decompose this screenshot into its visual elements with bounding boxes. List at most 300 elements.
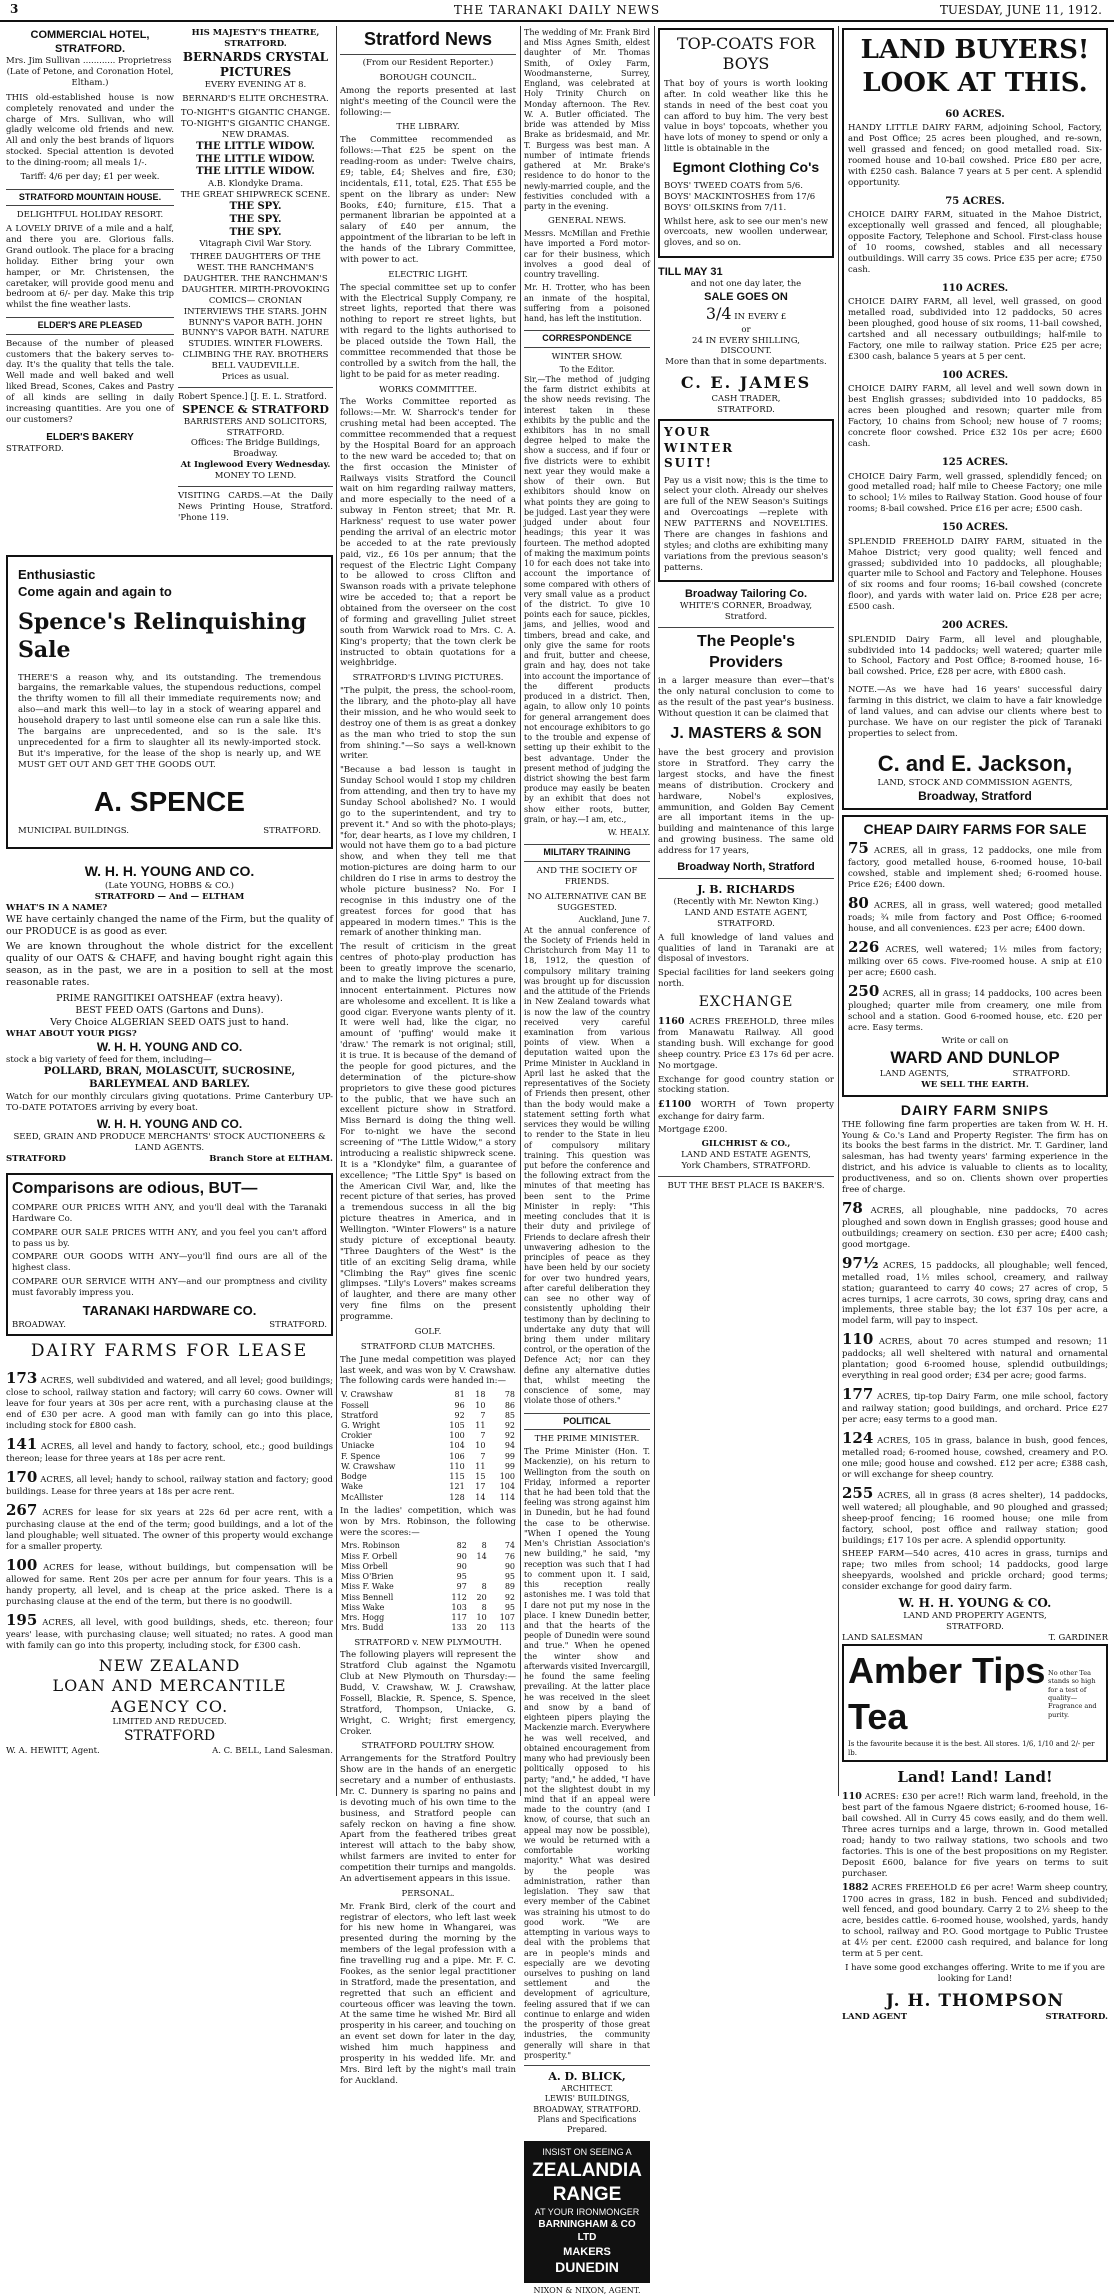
land-acres: 110 bbox=[842, 1791, 862, 1803]
hotel-owner: Mrs. Jim Sullivan ............ Proprietress bbox=[6, 56, 172, 67]
snip-text: ACRES, 15 paddocks, all ploughable; well fenced, metalled road, 1½ miles school, creamery, and railway station; guaranteed to carry 40 cows; 27 acres of crop, 5 acres turnips, 1 acre carrots, 30 cows, spring dray, cans and implements, three stable bay; the lot £37 10s per acre, a model farm, will pay to inspect. bbox=[842, 1260, 1109, 1327]
snip-item bbox=[842, 1484, 1108, 1547]
young-stock: stock a big variety of feed for them, including— bbox=[6, 1055, 212, 1066]
score-cell: 86 bbox=[504, 1400, 515, 1410]
richards-role: LAND AND ESTATE AGENT, bbox=[684, 907, 808, 918]
film-title: THE LITTLE WIDOW. bbox=[196, 153, 315, 165]
spence-bldg: MUNICIPAL BUILDINGS. bbox=[18, 826, 129, 837]
richards-sub: (Recently with Mr. Newton King.) bbox=[673, 897, 819, 908]
player-name: V. Crawshaw bbox=[341, 1390, 393, 1400]
gilchrist-name: GILCHRIST & CO., bbox=[701, 1139, 791, 1150]
exchange-text: Mortgage £200. bbox=[658, 1125, 728, 1136]
film-title: THE LITTLE WIDOW. bbox=[196, 140, 315, 152]
lease-limited: LIMITED AND REDUCED. bbox=[112, 1717, 227, 1728]
news-heading: AND THE SOCIETY OF FRIENDS. bbox=[536, 865, 638, 887]
player-name: Miss Wake bbox=[341, 1602, 385, 1612]
gilchrist-role: LAND AND ESTATE AGENTS, bbox=[681, 1150, 811, 1161]
jackson-addr: Broadway, Stratford bbox=[918, 788, 1032, 803]
young-algerian: Very Choice ALGERIAN SEED OATS just to hand. bbox=[50, 1016, 289, 1028]
golf-row bbox=[340, 1452, 516, 1462]
score-cell: 104 bbox=[499, 1482, 515, 1492]
cheap-list bbox=[848, 839, 1102, 1034]
score-cell: 121 bbox=[449, 1482, 465, 1492]
hardware-left: BROADWAY. bbox=[12, 1319, 66, 1330]
hotel-body: THIS old-established house is now completely renovated and under the charge of Mrs. Sullivan, who will gladly welcome old friends and new. All and only the best brands of liquors stocked. Special attention is devoted to the dining-room; all meals 1/-. bbox=[6, 92, 174, 169]
news-heading: GOLF. bbox=[414, 1326, 442, 1337]
lease-item bbox=[6, 1468, 333, 1498]
lease-text: ACRES, well subdivided and watered, and all level; good buildings; close to school, railway station and factory; will carry 60 cows. Owner will leave for four years at 30s per acre rent, with a purchasing clause at the end of £30 per acre. A good man with family can go into this place, including stock for £800 cash. bbox=[6, 1376, 334, 1432]
score-cell: 97 bbox=[456, 1582, 467, 1592]
farm-acres: 110 ACRES. bbox=[941, 282, 1009, 294]
james-cash: CASH TRADER, bbox=[711, 393, 781, 404]
exchange-title: EXCHANGE bbox=[698, 994, 794, 1011]
land-text: ACRES FREEHOLD £6 per acre! Warm sheep country, 1700 acres in grass, 182 in bush. Fenced and subdivided; well fenced, and good boundary. Carry 2 to 2½ sheep to the acre, besides cattle. 6-roomed house, woolshed, yards, handy to school, railway and P.O. Good mortgage to Public Trustee at 4½ per cent. £2000 cash required, and balance for long term at 5 per cent. bbox=[842, 1883, 1109, 1959]
prices: Prices as usual. bbox=[221, 371, 290, 382]
score-cell: 128 bbox=[449, 1492, 465, 1502]
tailor-addr: WHITE'S CORNER, Broadway, Stratford. bbox=[679, 601, 813, 623]
young-seed-grain: SEED, GRAIN AND PRODUCE MERCHANTS' STOCK AUCTIONEERS & LAND AGENTS. bbox=[13, 1131, 326, 1153]
lease-acres: 170 bbox=[6, 1467, 38, 1486]
lease-acres: 141 bbox=[6, 1434, 38, 1453]
news-para: Among the reports presented at last night's meeting of the Council were the following:— bbox=[340, 85, 516, 118]
hardware-line: COMPARE OUR SALE PRICES WITH ANY, and you feel you can't afford to pass us by. bbox=[12, 1227, 327, 1249]
news-para: At the annual conference of the Society of Friends held in Christchurch from May 11 to 18, 1912, the question of compulsory military training was brought up for discussion and the attitude of the Friends in New Zealand towards what is now the law of the country received very careful examination from various points of view. When a deputation waited upon the Prime Minister in Auckland in April last he asked that the representatives of the Society of Friends then present, other than the body would make a statement setting forth what services they would be willing to render to the State in lieu of compulsory military training. This question was put before the conference and the following extract from the minutes of that meeting has been sent to the Prime Minister in reply: "This meeting concludes that it is their duty and privilege of Friends to declare afresh their unwavering adhesion to the principles of peace as they have been held by our society for over two hundred years, after careful deliberation they can see no other way of consistently upholding their testimony than by declining to undertake any duty that will bring them under military control, or the operation of the Defence Act; nor can they define any alternative duties that, whilst meeting the conscience of some, may violate those of others." bbox=[524, 925, 650, 1406]
sale-till: TILL MAY 31 bbox=[658, 266, 723, 279]
sale-ad bbox=[658, 263, 834, 419]
score-cell: 89 bbox=[504, 1582, 515, 1592]
snips-intro: THE following fine farm properties are taken from W. H. H. Young & Co.'s Land and Property Register. The firm has on its books the best farms in the district. Mr. T. Gardiner, land salesman, has had twenty years' farming experience in the district, and his advice is valuable to clients as to locality, productiveness, and so on. Clients shown over properties free of charge. bbox=[842, 1119, 1108, 1195]
score-cell bbox=[468, 1572, 488, 1582]
young-body2: We are known throughout the whole district for the excellent quality of our OATS & CHAFF, and having bought right again this season, as in the past, we are in a position to sell at the most reasonable rates. bbox=[6, 940, 333, 989]
snip-acres: 255 bbox=[842, 1483, 874, 1502]
jackson-name: C. and E. Jackson, bbox=[877, 750, 1073, 776]
farm-acres: 125 ACRES. bbox=[941, 456, 1009, 468]
score-cell: 14 bbox=[475, 1492, 486, 1502]
score-cell: 105 bbox=[449, 1420, 465, 1430]
farm-acres: 60 ACRES. bbox=[945, 108, 1005, 120]
cheap-text: ACRES, all in grass; 14 paddocks, 100 acres been ploughed; quarter mile from creamery, one mile from school and a station. Good 6-roomed house, etc. £20 per acre. Easy terms. bbox=[848, 988, 1103, 1033]
score-cell: 95 bbox=[456, 1572, 467, 1582]
elder-title: ELDER'S ARE PLEASED bbox=[6, 317, 174, 335]
young-body1: WE have certainly changed the name of the Firm, but the quality of our PRODUCE is as good as ever. bbox=[6, 913, 333, 937]
news-para: Mr. H. Trotter, who has been an inmate of the hospital, suffering from a poisoned hand, has left the institution. bbox=[524, 283, 650, 323]
news-heading: WINTER SHOW. bbox=[551, 351, 623, 362]
film-title: THE SPY. bbox=[229, 226, 282, 238]
hardware-line: COMPARE OUR GOODS WITH ANY—you'll find ours are all of the highest class. bbox=[12, 1252, 327, 1274]
hardware-line: COMPARE OUR PRICES WITH ANY, and you'll deal with the Taranaki Hardware Co. bbox=[12, 1202, 327, 1224]
land-buyers-note: NOTE.—As we have had 16 years' successful dairy farming in this district, we claim to have a fair knowledge of land values, and can advise our clients where best to purchase. We have on our register the pick of Taranaki properties to select from. bbox=[848, 685, 1102, 739]
sale-goes-on: SALE GOES ON bbox=[704, 291, 788, 304]
cheap-acres: 226 bbox=[848, 937, 880, 956]
richards-town: STRATFORD. bbox=[717, 918, 775, 929]
score-cell: 103 bbox=[451, 1602, 467, 1612]
snip-text: ACRES, all in grass (8 acres shelter), 14 paddocks, well watered; all ploughable, and 90 ploughed and grassed; sheep-proof fencing; 16 roomed house; one mile from factory, school, post office and railway station; good buildings; £17 10s per acre. A splendid opportunity. bbox=[842, 1490, 1109, 1546]
cheap-acres: 75 bbox=[848, 838, 869, 857]
player-name: Fossell bbox=[341, 1400, 369, 1410]
coat-price: BOYS' MACKINTOSHES from 17/6 bbox=[664, 191, 816, 202]
player-name: Miss Bennell bbox=[341, 1592, 394, 1602]
nixon-agent: NIXON & NIXON, AGENT. bbox=[533, 2285, 641, 2295]
zea-line: DUNEDIN bbox=[555, 2258, 619, 2275]
news-heading: STRATFORD CLUB MATCHES. bbox=[360, 1341, 496, 1352]
coat-price: BOYS' TWEED COATS from 5/6. bbox=[664, 180, 803, 191]
player-name: Miss F. Wake bbox=[341, 1582, 394, 1592]
column-rule bbox=[336, 26, 337, 1796]
golf-row bbox=[340, 1493, 516, 1503]
column-ads-middle bbox=[658, 28, 834, 1793]
thompson-role: LAND AGENT bbox=[842, 2012, 908, 2023]
snip-acres: 97½ bbox=[842, 1253, 879, 1272]
issue-date: TUESDAY, JUNE 11, 1912. bbox=[939, 3, 1102, 17]
farm-text: CHOICE DAIRY FARM, all level, well grassed, on good metalled road, subdivided into 12 paddocks, 50 acres been ploughed, good house of six rooms, 11-bail cowshed, cartshed and all necessary outbuildings; half-mile to Factory, one mile to railway station. Price £25 per acre; £300 cash, balance 5 years at 5 per cent. bbox=[848, 297, 1102, 362]
film-title: THE SPY. bbox=[229, 200, 282, 212]
score-cell: 90 bbox=[456, 1561, 467, 1571]
new-dramas: NEW DRAMAS. bbox=[221, 129, 290, 140]
to-editor: To the Editor. bbox=[559, 364, 615, 374]
thompson-town: STRATFORD. bbox=[1045, 2012, 1108, 2023]
player-name: Miss O'Brien bbox=[341, 1572, 394, 1582]
score-cell: 104 bbox=[449, 1441, 465, 1451]
column-land-ads bbox=[842, 28, 1109, 2023]
richards-special: Special facilities for land seekers going north. bbox=[658, 968, 834, 990]
golf-row bbox=[340, 1482, 516, 1492]
golf-row bbox=[340, 1411, 516, 1421]
score-cell: 100 bbox=[499, 1472, 515, 1482]
player-name: G. Wright bbox=[341, 1420, 380, 1430]
lease-ad bbox=[6, 1341, 333, 1756]
young-feeds: POLLARD, BRAN, MOLASCUIT, SUCROSINE, BARLEYMEAL AND BARLEY. bbox=[43, 1066, 296, 1090]
cheap-item bbox=[848, 982, 1102, 1034]
ladies-row bbox=[340, 1572, 516, 1582]
score-cell: 76 bbox=[504, 1551, 515, 1561]
news-heading: GENERAL NEWS. bbox=[547, 216, 627, 227]
young-town: STRATFORD. bbox=[946, 1622, 1004, 1633]
cheap-acres: 250 bbox=[848, 981, 880, 1000]
snip-acres: 177 bbox=[842, 1385, 874, 1403]
ward-role: LAND AGENTS, bbox=[879, 1069, 949, 1080]
blick-name: A. D. BLICK, bbox=[548, 2070, 626, 2084]
farm-listing bbox=[848, 283, 1102, 363]
snip-text: ACRES, tip-top Dairy Farm, one mile school, factory and railway station; good buildings, and orchard. Price £27 per acre; easy terms to a good man. bbox=[842, 1392, 1108, 1426]
film-list: THREE DAUGHTERS OF THE WEST. THE RANCHMAN'S DAUGHTER. THE RANCHMAN'S DAUGHTER. MIRTH-PROVOKING COMICS— CRONIAN INTERVIEWS THE STARS. JOHN BUNNY'S VAPOR BATH. JOHN BUNNY'S VAPOR BATH. NATURE STUDIES. WINTER FLOWERS. CLIMBING THE RAY. BROTHERS BELL VAUDEVILLE. bbox=[181, 252, 330, 371]
cheap-item bbox=[848, 938, 1102, 979]
news-heading: STRATFORD'S LIVING PICTURES. bbox=[352, 673, 504, 684]
hardware-right: STRATFORD. bbox=[269, 1319, 327, 1330]
score-cell: 95 bbox=[504, 1602, 515, 1612]
ladies-row bbox=[340, 1562, 516, 1572]
cheap-acres: 80 bbox=[848, 893, 869, 912]
cheap-text: ACRES, all in grass, well watered; good metalled roads; ¾ mile from factory and Post Office; 6-roomed house, and all conveniences. £23 per acre; £400 down. bbox=[848, 900, 1103, 934]
score-cell: 8 bbox=[481, 1541, 487, 1551]
news-heading: THE PRIME MINISTER. bbox=[534, 1434, 640, 1445]
snip-item bbox=[842, 1199, 1108, 1251]
ward-sell: WE SELL THE EARTH. bbox=[921, 1079, 1029, 1090]
land-buyers-ad bbox=[842, 28, 1108, 810]
lease-list bbox=[6, 1369, 333, 1651]
cheap-title: CHEAP DAIRY FARMS FOR SALE bbox=[863, 821, 1087, 837]
score-cell: 90 bbox=[456, 1551, 467, 1561]
thompson-name: J. H. THOMPSON bbox=[885, 1990, 1065, 2011]
coat-price: BOYS' OILSKINS from 7/11. bbox=[664, 202, 787, 213]
score-cell: 133 bbox=[451, 1623, 467, 1633]
score-cell: 10 bbox=[475, 1441, 486, 1451]
topcoats-body2: Whilst here, ask to see our men's new overcoats, new woollen underwear, gloves, and so on. bbox=[664, 216, 828, 249]
land-acres: 1882 bbox=[842, 1882, 869, 1894]
cheap-item bbox=[848, 894, 1102, 935]
land-text: ACRES: £30 per acre!! Rich warm land, freehold, in the best part of the famous Ngaere district; 6-roomed house, 16-bail cowshed. All in Curry 45 cows easily, and do them well. Three acres turnips and a large, thrown in. Good metalled road; handy to two railway stations, two schools and two factories. This is one of the best propositions on my Register. Deposit £600, balance for five years on terms to suit purchaser. bbox=[842, 1792, 1108, 1879]
score-cell: 117 bbox=[451, 1613, 467, 1623]
score-cell: 7 bbox=[480, 1410, 486, 1420]
news-para: The wedding of Mr. Frank Bird and Miss Agnes Smith, eldest daughter of Mr. Thomas Smith, of Oxley Farm, Woodmansterne, Surrey, England, was celebrated at Holy Trinity Church on Monday afternoon. The Rev. W. A. Butler officiated. The bride was attended by Miss Brake as bridesmaid, and Mr. T. Burgess was best man. A number of intimate friends gathered at Mr. Brake's residence to do honor to the newly-married couple, and the festivities concluded with a party in the evening. bbox=[524, 28, 650, 211]
farm-listing bbox=[848, 370, 1102, 450]
score-cell: 82 bbox=[456, 1541, 467, 1551]
player-name: Mrs. Hogg bbox=[341, 1613, 385, 1623]
score-cell: 92 bbox=[504, 1592, 515, 1602]
solicitor-money: MONEY TO LEND. bbox=[214, 471, 297, 482]
richards-name: J. B. RICHARDS bbox=[697, 882, 795, 896]
news-para: The Prime Minister (Hon. T. Mackenzie), on his return to Wellington from the south on Friday, informed a reporter that he had been told that the feeling was strong against him in Dunedin, but he had found the case to be otherwise. "When I opened the Young Men's Christian Association's new building," he said, "my reception was such that I had to comment upon it. I said, this reception really astonishes me. I was told that I dare not put my nose in the place. I knew Dunedin better, and that the hearts of the people of Dunedin were sound and true." When he opened the winter show and afterwards visited Invercargill, he found the same feeling prevailing. At the latter place he was received in the sleet and snow by a band of eighteen pipers playing the Mackenzie march. Everywhere he was well received, and obtained encouragement from many who had previously been politically opposed to his party; "and," he added, "I have not the slightest doubt in my mind that if an appeal were made to the country (and I know, of course, that such an appeal may now be possible), we would be returned with a comfortable working majority." What was desired by the people was administration, rather than legislation. They saw that every member of the Cabinet was straining his utmost to do good work. "We are attempting in various ways to deal with the problems that are in people's minds and especially are we devoting ourselves to pushing on land settlement and the development of agriculture, feeling assured that if we can continue to enlarge and widen the prosperity of those great industries, the community generally will share in that prosperity." bbox=[524, 1447, 650, 2060]
exchange-acres: 1160 bbox=[658, 1015, 685, 1027]
film-title: THE SPY. bbox=[229, 213, 282, 225]
young-repeat: W. H. H. YOUNG AND CO. bbox=[96, 1039, 243, 1054]
news-heading: CORRESPONDENCE bbox=[524, 330, 650, 348]
golf-row bbox=[340, 1401, 516, 1411]
news-title: Stratford News bbox=[340, 28, 516, 55]
score-cell: 114 bbox=[499, 1492, 515, 1502]
news-para: The following players will represent the Stratford Club against the Ngamotu Club at New Plymouth on Thursday:—Budd, V. Crawshaw, W. J. Crawshaw, Fossell, Blackie, R. Spence, S. Spence, Stratford, Thompson, Uniacke, G. Wright, C. Wright; first emergency, Croker. bbox=[340, 1650, 516, 1737]
suit-body: Pay us a visit now; this is the time to select your cloth. Already our shelves are full of the NEW Season's Suitings and Overcoatings —replete with NEW PATTERNS and NOVELTIES. There are changes in fashions and styles; and cloths are exhibiting many variations from the previous season's patterns. bbox=[664, 475, 828, 573]
young-foot-right: Branch Store at ELTHAM. bbox=[209, 1153, 333, 1164]
young-prime: PRIME RANGITIKEI OATSHEAF (extra heavy). bbox=[56, 992, 283, 1004]
news-para: The Committee recommended as follows:—That £25 be spent on the reading-room as under: Twelve chairs, £9; table, £4; Shelves and fire, £30; incidentals, £11, total, £25. That £55 be spent on the library as under: New Books, £40; furniture, £15. That a permanent librarian be appointed at a salary of £40 per annum, the appointment of the librarian to be left in the hands of the Library Committee, with power to act. bbox=[340, 135, 516, 265]
amber-foot: Is the favourite because it is the best. All stores. 1/6, 1/10 and 2/- per lb. bbox=[848, 1740, 1095, 1758]
player-name: F. Spence bbox=[341, 1451, 381, 1461]
player-name: Mrs. Robinson bbox=[341, 1541, 400, 1551]
spence-line2: Come again and again to bbox=[18, 583, 172, 599]
solicitor-inglewood: At Inglewood Every Wednesday. bbox=[180, 460, 331, 471]
suit-title: YOUR WINTER SUIT! bbox=[664, 425, 735, 471]
news-para: Sir,—The method of judging the farm district exhibits at the show needs revising. The interest taken in these exhibits by the public and the exhibitors has in no small degree helped to make the show a success, and if four or five districts were to exhibit next year they would make a show of their own. But exhibitors should know on what points they are going to be judged. Last year they were judged under about four headings; this year it was fourteen. The method adopted of making the maximum points 10 for each does not take into account the importance of some compared with others of very small value as a product of the district. To give 10 points each for sauce, pickles, jams, and jellies, wood and timbers, bread and cake, and only give the same for roots and fruit, butter and cheese, grain and hay, does not take into account the importance of the different products produced in a district. Then, again, to allow only 10 points for general arrangement does not encourage exhibitors to go to the trouble and expense of setting up their exhibit to the best advantage. Under the present method of judging the district showing the best farm produce may easily be beaten by an exhibit that does not show either roots, butter, grain, or hay.—I am, etc., bbox=[524, 374, 650, 824]
sale-shilling: 24 IN EVERY SHILLING, bbox=[692, 335, 800, 346]
masters-name: J. MASTERS & SON bbox=[670, 724, 822, 742]
farm-text: CHOICE DAIRY FARM, all level and well sown down in best English grasses; subdivided into 10 paddocks, 85 acres been ploughed and resown; quarter mile from Factory, 10 chains from School; new house of 7 rooms; concrete floor cowshed. Price £32 10s per acre; £600 cash. bbox=[848, 384, 1102, 449]
film-note: THE GREAT SHIPWRECK SCENE. bbox=[180, 190, 331, 201]
player-name: Uniacke bbox=[341, 1441, 375, 1451]
masters-addr: Broadway North, Stratford bbox=[677, 860, 815, 873]
farm-listing bbox=[848, 522, 1102, 613]
news-para: The special committee set up to confer with the Electrical Supply Company, re street lights, reported that there was nothing to report re street lights, but with regard to the lights authorised to be placed outside the Town Hall, the committee recommended that those be controlled by a switch from the hall, the light to be paid for as meter reading. bbox=[340, 282, 516, 380]
news-para: The June medal competition was played last week, and was won by V. Crawshaw. The following cards were handed in:— bbox=[340, 1354, 516, 1387]
score-cell: 78 bbox=[504, 1390, 515, 1400]
score-cell: 74 bbox=[504, 1541, 515, 1551]
hotel-title: COMMERCIAL HOTEL, STRATFORD. bbox=[30, 29, 150, 56]
farm-listing bbox=[848, 196, 1102, 276]
young-pigs: WHAT ABOUT YOUR PIGS? bbox=[6, 1029, 137, 1040]
providers-title: The People's Providers bbox=[696, 633, 796, 671]
young-salesman-label: LAND SALESMAN bbox=[842, 1633, 923, 1644]
score-cell: 7 bbox=[480, 1451, 486, 1461]
young-sub: (Late YOUNG, HOBBS & CO.) bbox=[105, 881, 234, 892]
score-cell: 107 bbox=[499, 1613, 515, 1623]
score-cell: 20 bbox=[476, 1623, 487, 1633]
score-cell: 95 bbox=[504, 1572, 515, 1582]
ladies-row bbox=[340, 1582, 516, 1592]
farm-list bbox=[848, 109, 1102, 679]
lease-acres: 100 bbox=[6, 1555, 38, 1574]
lease-company: NEW ZEALAND bbox=[98, 1655, 241, 1675]
score-cell: 20 bbox=[476, 1592, 487, 1602]
news-para: The result of criticism in the great centres of photo-play production has been to greatly improve the scenario, and to make the living pictures a pure, innocent entertainment. Pictures now are wholesome and excellent. It is like a good cigar. Everyone wants plenty of it. It were well had, like the cigar, no amount of 'puffing' would make it 'draw.' The remark is not original; still, it is true. It is because of the demand of the people for good pictures, and the determination of the picture-show proprietors to give these good pictures to the public, that we have such an excellent picture show in Stratford. Miss Bernard is doing the thing well. For to-night we have the second screening of "The Little Widow," a story introducing a realistic shipwreck scene. It is a "Klondyke" film, a guarantee of excellence; "The Little Spy" is based on the American Civil War, and, like the recent picture of that series, has proved a tremendous success in all the big picture theatres in America, and in Wellington. "Winter Flowers" is a nature study picture of exceptional beauty. "Three Daughters of the West" is the title of an exciting Selig drama, while "Climbing the Ray" gives fine scenic glimpses. "Lily's Lovers" makes screams of laughter, and there are many other very fine films on the present programme. bbox=[340, 942, 516, 1323]
exchange-text: Exchange for good country station or stocking station. bbox=[658, 1074, 834, 1096]
elder-foot: ELDER'S BAKERY bbox=[46, 431, 134, 443]
score-cell: 112 bbox=[451, 1592, 467, 1602]
solicitor-office: Offices: The Bridge Buildings, Broadway. bbox=[190, 438, 321, 460]
spence-title: Spence's Relinquishing Sale bbox=[18, 609, 307, 664]
mountain-title: STRATFORD MOUNTAIN HOUSE. bbox=[6, 189, 174, 207]
score-cell: 8 bbox=[481, 1602, 487, 1612]
score-cell: 115 bbox=[449, 1472, 465, 1482]
score-cell: 99 bbox=[504, 1461, 515, 1471]
topcoats-body: That boy of yours is worth looking after. In cold weather like this he stands in need of the best coat you can afford to buy him. The very best value in boys' topcoats, whether you have lots of money to spend or only a little is obtainable in the bbox=[664, 78, 828, 155]
snips-list bbox=[842, 1199, 1108, 1547]
score-cell: 113 bbox=[499, 1623, 515, 1633]
snips-sheep: SHEEP FARM—540 acres, 410 acres in grass, turnips and rape; two miles from school; 14 paddocks, good large sheepyards, woolshed and prickle orchard; good terms; consider exchange for good dairy farm. bbox=[842, 1549, 1108, 1593]
land-buyers-title: LAND BUYERS! bbox=[860, 35, 1090, 65]
hardware-title: Comparisons are odious, BUT— bbox=[12, 1179, 258, 1197]
score-cell: 7 bbox=[480, 1431, 486, 1441]
score-cell: 11 bbox=[475, 1420, 486, 1430]
news-heading: POLITICAL bbox=[524, 1413, 650, 1431]
player-name: W. Crawshaw bbox=[341, 1461, 396, 1471]
lease-item bbox=[6, 1435, 333, 1465]
news-heading: NO ALTERNATIVE CAN BE SUGGESTED. bbox=[527, 891, 647, 913]
snip-acres: 110 bbox=[842, 1330, 874, 1349]
cheap-farms-ad bbox=[842, 815, 1108, 1097]
farm-text: CHOICE DAIRY FARM, situated in the Mahoe District, exceptionally well grassed and fenced, all ploughable; opposite Factory, Telephone and School. First-class house of 10 rooms, cowshed, stables and all necessary outbuildings. Will carry 35 cows. Price £35 per acre; £750 cash. bbox=[848, 210, 1102, 275]
amber-side: No other Tea stands so high for a test of quality—Fragrance and purity. bbox=[1048, 1669, 1097, 1719]
player-name: Stratford bbox=[341, 1410, 379, 1420]
dateline: Auckland, June 7. bbox=[578, 915, 650, 925]
zea-line: MAKERS bbox=[563, 2245, 611, 2258]
write-call: Write or call on bbox=[941, 1036, 1009, 1047]
blick-plans: Plans and Specifications Prepared. bbox=[537, 2114, 637, 2135]
orchestra: BERNARD'S ELITE ORCHESTRA. bbox=[182, 94, 329, 105]
hotel-late: (Late of Petone, and Coronation Hotel, Eltham.) bbox=[6, 67, 174, 88]
golf-row bbox=[340, 1462, 516, 1472]
lease-acres: 173 bbox=[6, 1369, 38, 1388]
snip-acres: 124 bbox=[842, 1428, 874, 1447]
lease-text: ACRES for lease, without buildings, but compensation will be allowed for same. Rent 20s per acre per annum for four years. This is a handy property, all level, and is cheap at the price asked. There is a purchasing clause at the end of the term, but there is no goodwill. bbox=[6, 1562, 333, 1607]
blick-addr: LEWIS' BUILDINGS, BROADWAY, STRATFORD. bbox=[533, 2094, 641, 2114]
zealandia-ad bbox=[524, 2141, 650, 2282]
paper-title: THE TARANAKI DAILY NEWS bbox=[453, 3, 661, 17]
film-title: THE LITTLE WIDOW. bbox=[196, 166, 315, 178]
lease-text: ACRES, all level, with good buildings, sheds, etc. thereon; four years' lease, with purchasing clause; well situated; no rates. A good man with family can go into this property, including stock, for £300 cash. bbox=[6, 1617, 333, 1651]
lease-text: ACRES for lease for six years at 22s 6d per acre rent, with a purchasing clause at the end of the term; good buildings, and a lot of the land ploughable; well situated. The owner of this property would exchange for a smaller property. bbox=[6, 1508, 333, 1552]
cheap-text: ACRES, all in grass, 12 paddocks, one mile from factory, good metalled house, 6-roomed house, 10-bail cowshed, stable and implement shed; 6-roomed house. Price £26; £400 down. bbox=[848, 845, 1102, 890]
hardware-ad bbox=[6, 1173, 333, 1337]
snip-text: ACRES, 105 in grass, balance in bush, good fences, metalled road; 6-roomed house, cowshed, creamery and P.O. one mile; good house and cowshed. £12 per acre; £388 cash, or will exchange for sheep country. bbox=[842, 1435, 1109, 1480]
spence-body: THERE'S a reason why, and its outstanding. The tremendous bargains, the remarkable values, the stupendous reductions, compel the thrifty women to fill all their immediate requirements now; and also—and mark this well—to lay in a stock of wearing apparel and household drapery to last until someone else can run a sale like this. The bargains are unprecedented, and so is the sale. It's unprecedented for a firm to slaughter all its newly-imported stock. But it's imperative, for the lease of the shop is nearly up, and WE MUST GET OUT AND GET THE GOODS OUT. bbox=[18, 672, 321, 770]
jackson-role: LAND, STOCK AND COMMISSION AGENTS, bbox=[877, 777, 1073, 788]
masters-body: have the best grocery and provision store in Stratford. They carry the largest stocks, and have the finest means of distribution. Crockery and hardware, Nobel's explosives, ammunition, and Golden Bay Cement are all important items in the up-building and maintenance of this large and growing business. The same old address for 17 years, bbox=[658, 748, 834, 856]
lease-text: ACRES, all level and handy to factory, school, etc.; good buildings thereon; lease for three years at 18s per acre rent. bbox=[6, 1441, 333, 1465]
spence-name: A. SPENCE bbox=[94, 786, 245, 818]
zea-line: INSIST ON SEEING A bbox=[542, 2147, 632, 2158]
hardware-line: COMPARE OUR SERVICE WITH ANY—and our promptness and civility must favorably impress you. bbox=[12, 1277, 327, 1299]
golf-row bbox=[340, 1472, 516, 1482]
lease-item bbox=[6, 1611, 333, 1652]
farm-text: CHOICE Dairy Farm, well grassed, splendidly fenced; on good metalled road; half mile to Cheese Factory; one mile to school; 1½ miles to Railway Station. Good house of four rooms; 8-bail cowshed. Price £16 per acre; £500 cash. bbox=[848, 471, 1102, 515]
letter-sign: W. HEALY. bbox=[607, 828, 650, 838]
ward-name: WARD AND DUNLOP bbox=[890, 1048, 1060, 1068]
hotel-tariff: Tariff: 4/6 per day; £1 per week. bbox=[20, 171, 160, 182]
topcoats-ad bbox=[658, 28, 834, 258]
egmont-title: Egmont Clothing Co's bbox=[672, 159, 820, 176]
news-para: "Because a bad lesson is taught in Sunday School would I stop my children from attending, and then try to have my Sunday School abolished? No. I would go to the superintendent, and try to prevent it." And so with the photo-plays; "for, dear hearts, as I love my children, I would not have them go to a bad picture show, and when they tell me that motion-pictures are doing harm to our children do I rise in arms to destroy the whole picture business? No. For I recognise in this industry one of the greatest forces for good that has appeared in modern times." This is the remark of another thinking man. bbox=[340, 765, 516, 939]
score-cell: 106 bbox=[449, 1451, 465, 1461]
land-foot: I have some good exchanges offering. Write to me if you are looking for Land! bbox=[845, 1962, 1105, 1984]
young-title: W. H. H. YOUNG AND CO. bbox=[84, 863, 255, 880]
snips-ad bbox=[842, 1102, 1108, 1644]
news-from: (From our Resident Reporter.) bbox=[362, 58, 494, 69]
score-cell: 99 bbox=[504, 1451, 515, 1461]
player-name: Miss F. Orbell bbox=[341, 1551, 398, 1561]
score-cell: 85 bbox=[504, 1410, 515, 1420]
farm-acres: 75 ACRES. bbox=[945, 195, 1005, 207]
suit-ad bbox=[658, 419, 834, 582]
film-note: A.B. Klondyke Drama. bbox=[207, 179, 304, 190]
page-number: 3 bbox=[10, 2, 19, 16]
young-whats: WHAT'S IN A NAME? bbox=[6, 902, 108, 913]
young-salesman-name: T. GARDINER bbox=[1048, 1633, 1108, 1644]
bakers-line: BUT THE BEST PLACE IS BAKER'S. bbox=[667, 1180, 825, 1191]
farm-acres: 150 ACRES. bbox=[941, 522, 1009, 534]
topcoats-title: TOP-COATS FOR BOYS bbox=[676, 34, 816, 74]
score-cell: 92 bbox=[504, 1420, 515, 1430]
lease-item bbox=[6, 1369, 333, 1432]
sale-discount: DISCOUNT. bbox=[720, 346, 772, 357]
score-cell: 10 bbox=[475, 1400, 486, 1410]
score-cell: 90 bbox=[504, 1561, 515, 1571]
score-cell: 92 bbox=[504, 1431, 515, 1441]
news-heading: ELECTRIC LIGHT. bbox=[388, 269, 468, 280]
golf-scores bbox=[340, 1390, 516, 1503]
score-cell bbox=[468, 1562, 488, 1572]
cheap-text: ACRES, well watered; 1½ miles from factory; milking over 65 cows. Five-roomed house. A snip at £10 per acre; £600 cash. bbox=[848, 944, 1102, 978]
mountain-body: A LOVELY DRIVE of a mile and a half, and there you are. Glorious falls. Grand outlook. The place for a bracing holiday. Either bring your own hamper, or Mr. Christensen, the caretaker, will provide good menu and bedroom at 6/- per day. Make this trip whilst the fine weather lasts. bbox=[6, 224, 174, 311]
score-cell: 94 bbox=[504, 1441, 515, 1451]
zea-line: BARNINGHAM & CO LTD bbox=[538, 2219, 636, 2243]
column-1a bbox=[6, 28, 174, 548]
lease-acres: 267 bbox=[6, 1501, 38, 1520]
score-cell: 110 bbox=[449, 1461, 465, 1471]
news-para: The Works Committee reported as follows:—Mr. W. Sharrock's tender for crushing metal had been accepted. The committee recommended that a request by the Hospital Board for an approach to the new ward be acceded to; that on the first occasion the Minister of Railways visits Stratford the Council wait on him regarding railway matters, and more especially to the need of a subway in Fenton street; that Mr. R. Harkness' request to use water power pending the arrival of an electric motor be acceded to at the rate previously paid, viz., £6 10s per annum; that the request of the Electric Light Company to be allowed to cross Clifton and Swanson roads with a private telephone wire be acceded to; that a report be obtained from the overseer on the cost of forming and gravelling Juliet street south from Warwick road to Mrs. C. A. King's property; that the town clerk be instructed to obtain quotations for a weighbridge. bbox=[340, 397, 516, 669]
zea-brand: ZEALANDIA bbox=[532, 2159, 642, 2181]
golf-row bbox=[340, 1421, 516, 1431]
spence-line1: Enthusiastic bbox=[18, 567, 96, 582]
young-ad bbox=[6, 863, 333, 1164]
snip-text: ACRES, all ploughable, nine paddocks, 70 acres ploughed and sown down in English grasses; good house and outbuildings; creamery on section. £30 per acre; £400 cash; good mortgage. bbox=[842, 1205, 1108, 1250]
solicitor-role: BARRISTERS AND SOLICITORS, STRATFORD. bbox=[183, 416, 328, 438]
farm-text: HANDY LITTLE DAIRY FARM, adjoining School, Factory, and Post Office; 25 acres been ploughed, and re-sown, well grassed and fenced; on good metalled road. Six-roomed house and 10-bail cowshed. Price £80 per acre, with £250 cash. Balance 7 years at 5 per cent. A splendid opportunity. bbox=[848, 123, 1102, 188]
theatre-title: HIS MAJESTY'S THEATRE, STRATFORD. bbox=[191, 28, 320, 49]
news-heading: BOROUGH COUNCIL. bbox=[379, 72, 477, 83]
score-cell: 17 bbox=[475, 1482, 486, 1492]
young-role: LAND AND PROPERTY AGENTS, bbox=[903, 1611, 1047, 1622]
sale-every: IN EVERY £ bbox=[734, 312, 787, 323]
snip-text: ACRES, about 70 acres stumped and resown; 11 paddocks; all well sheltered with natural and ornamental plantation; good 6-roomed house, splendid outbuildings; everything in real good order; £34 per acre; good farms. bbox=[842, 1337, 1109, 1382]
